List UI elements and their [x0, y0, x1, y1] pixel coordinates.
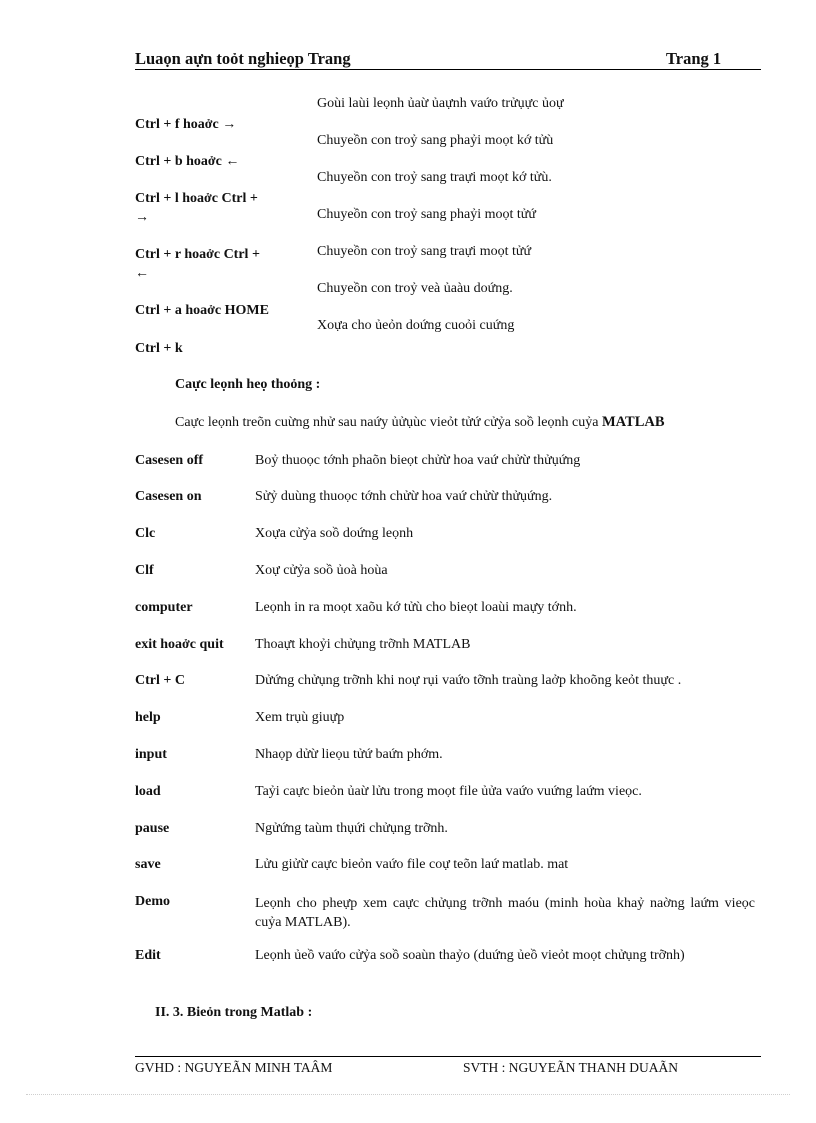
- shortcut-key: Ctrl + k: [135, 341, 183, 356]
- command-description: Boỷ thuoọc tớnh phaõn bieọt chửừ hoa vaứ chửừ thửụứng: [255, 453, 581, 468]
- footer-advisor: GVHD : NGUYEÃN MINH TAÂM: [135, 1060, 333, 1075]
- command-name: help: [135, 710, 161, 725]
- shortcut-key: Ctrl + b hoaởc ←: [135, 154, 240, 169]
- footer-rule: [135, 1056, 761, 1057]
- command-name: pause: [135, 821, 170, 836]
- command-name: exit hoaởc quit: [135, 637, 224, 652]
- shortcut-key: Ctrl + l hoaởc Ctrl +: [135, 191, 258, 206]
- shortcut-description: Chuyeồn con troỷ veà ủaàu doứng.: [317, 281, 513, 296]
- section-heading: Caực leọnh heọ thoỏng :: [175, 377, 321, 392]
- shortcut-key-continued: ←: [135, 266, 149, 281]
- header-rule: [135, 69, 761, 70]
- command-name: computer: [135, 600, 193, 615]
- shortcut-description: Chuyeồn con troỷ sang traựi moọt tửứ: [317, 244, 532, 259]
- shortcut-description: Chuyeồn con troỷ sang phaỷi moọt kớ tửù: [317, 133, 554, 148]
- command-name: save: [135, 857, 161, 872]
- command-name: input: [135, 747, 167, 762]
- command-name: Ctrl + C: [135, 673, 185, 688]
- shortcut-key: Ctrl + a hoaởc HOME: [135, 303, 269, 318]
- document-header-title: Luaọn aựn toỏt nghieọp Trang: [135, 49, 351, 68]
- command-description: Dửứng chửụng trỡnh khi noự rụi vaứo tỡnh traùng laởp khoõng keỏt thuực .: [255, 673, 682, 688]
- command-description: Leọnh in ra moọt xaõu kớ tửù cho bieọt loaùi maựy tớnh.: [255, 600, 577, 615]
- command-name: Casesen off: [135, 453, 204, 468]
- footer-student: SVTH : NGUYEÃN THANH DUAÃN: [463, 1060, 678, 1075]
- page-number: Trang 1: [666, 49, 722, 68]
- shortcut-key: Ctrl + f hoaởc →: [135, 117, 237, 132]
- intro-paragraph: [175, 414, 665, 431]
- command-name: Casesen on: [135, 489, 202, 504]
- intro-text: Caực leọnh treõn cuừng nhử sau naứy ủửụùc vieỏt tửứ cửỷa soồ leọnh cuỷa: [175, 415, 602, 430]
- command-name: Edit: [135, 948, 161, 963]
- command-description: Xoựa cửỷa soồ doứng leọnh: [255, 526, 414, 541]
- shortcut-key: Ctrl + r hoaởc Ctrl +: [135, 247, 260, 262]
- command-description: Leọnh ủeồ vaứo cửỷa soồ soaùn thaỷo (duứng ủeồ vieỏt moọt chửụng trỡnh): [255, 948, 685, 963]
- shortcut-description: Chuyeồn con troỷ sang phaỷi moọt tửứ: [317, 207, 536, 222]
- command-description: Leọnh cho pheựp xem caực chửụng trỡnh maóu (minh hoùa khaỷ naờng laứm vieọc cuỷa MATLAB).: [255, 896, 755, 930]
- command-description: Xem trụù giuựp: [255, 710, 345, 725]
- command-name: Clc: [135, 526, 156, 541]
- command-description: Lửu giửừ caực bieỏn vaứo file coự teõn laứ matlab. mat: [255, 857, 569, 872]
- page-boundary-divider: [26, 1094, 790, 1095]
- command-name: load: [135, 784, 161, 799]
- command-description: Taỷi caực bieỏn ủaừ lửu trong moọt file ủửa vaứo vuứng laứm vieọc.: [255, 784, 642, 799]
- command-name: Demo: [135, 894, 170, 909]
- shortcut-key-continued: →: [135, 210, 149, 225]
- command-description: Nhaọp dửừ lieọu tửứ baứn phớm.: [255, 747, 443, 762]
- command-description: Xoự cửỷa soồ ủoà hoùa: [255, 563, 388, 578]
- shortcut-description: Xoựa cho ủeỏn doứng cuoỏi cuứng: [317, 318, 515, 333]
- shortcut-description: Chuyeồn con troỷ sang traựi moọt kớ tửù.: [317, 170, 552, 185]
- command-name: Clf: [135, 563, 154, 578]
- command-description: Sửỷ duùng thuoọc tớnh chửừ hoa vaứ chửừ thửụứng.: [255, 489, 553, 504]
- command-description: Thoaựt khoỷi chửụng trỡnh MATLAB: [255, 637, 471, 652]
- intro-bold-text: MATLAB: [601, 414, 665, 430]
- command-description: Ngửứng taùm thụứi chửụng trỡnh.: [255, 821, 448, 836]
- shortcut-description: Goùi laùi leọnh ủaừ ủaựnh vaứo trửụực ủoự: [317, 96, 564, 111]
- section-heading: II. 3. Bieỏn trong Matlab :: [155, 1005, 313, 1020]
